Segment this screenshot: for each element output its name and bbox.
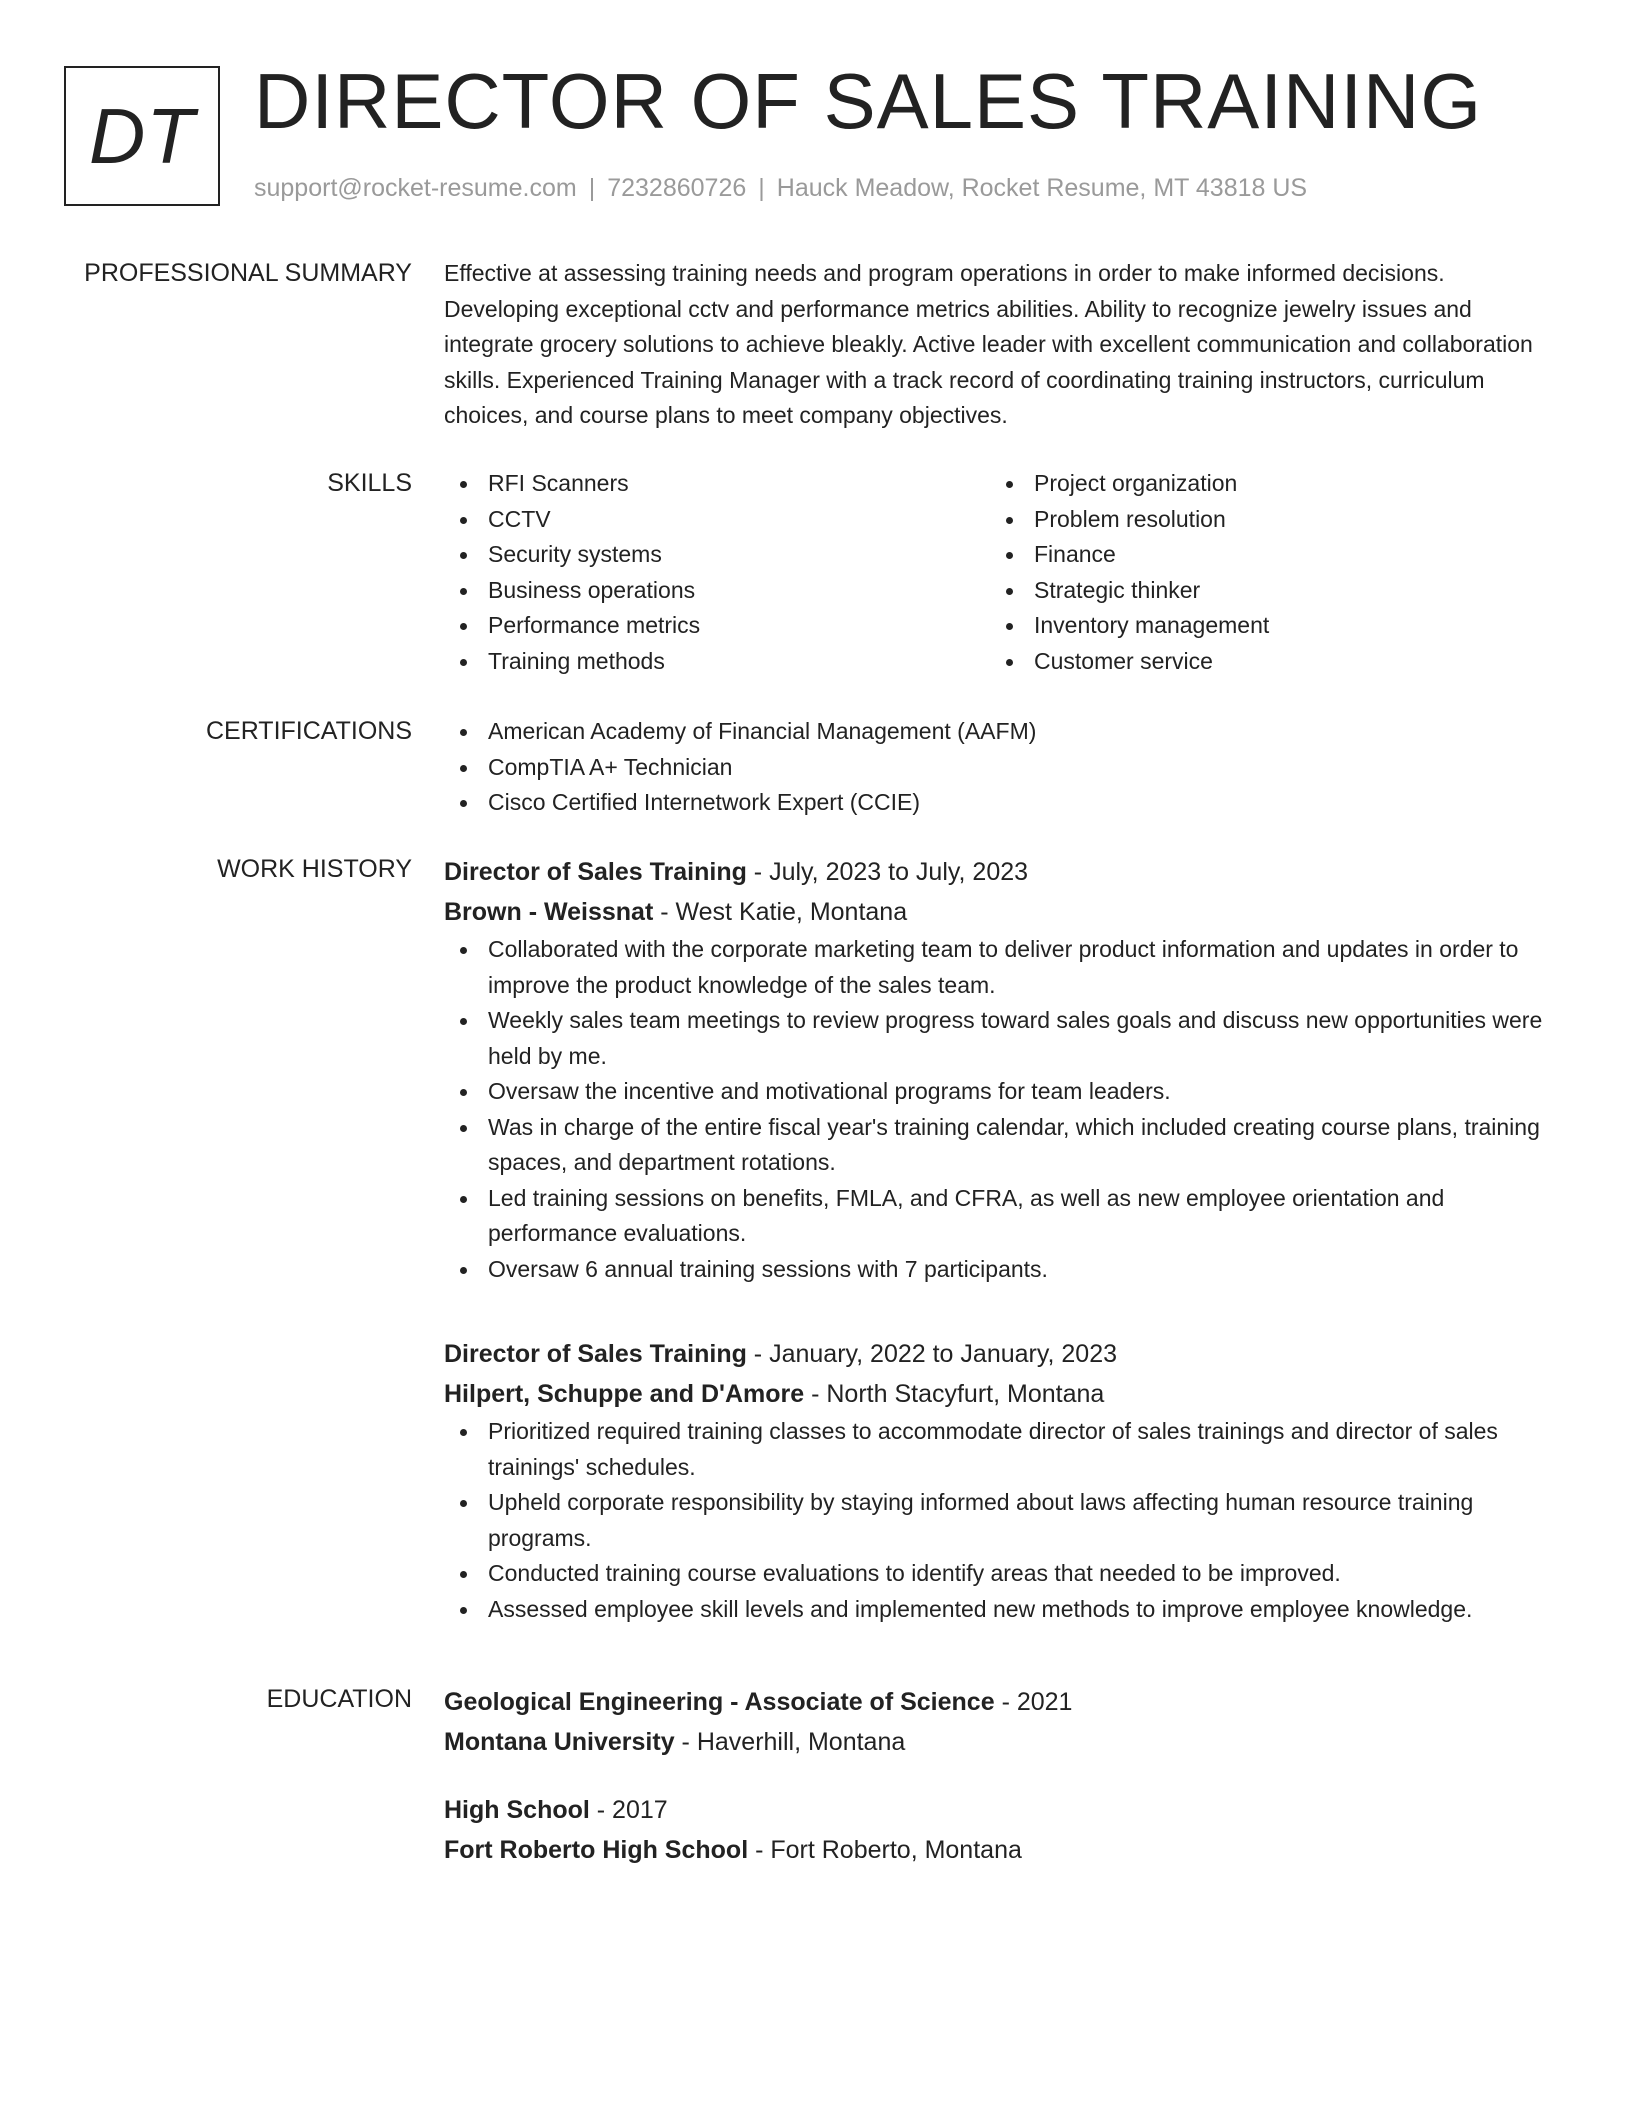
contact-phone: 7232860726 [607, 174, 747, 202]
education-degree-line [444, 1790, 1558, 1830]
skill-item: Inventory management [990, 608, 1536, 644]
education-location: - Haverhill, Montana [674, 1728, 906, 1756]
skill-item: Business operations [444, 573, 990, 609]
contact-line [254, 172, 1307, 204]
job-bullet-list [444, 932, 1558, 1287]
job-dates: - January, 2022 to January, 2023 [746, 1340, 1118, 1368]
skill-item: Performance metrics [444, 608, 990, 644]
summary-text: Effective at assessing training needs and program operations in order to make informed decisions. Developing exceptional cctv and performance metrics abilities. Ability to recognize jewelry issues and integrate grocery solutions to achieve bleakly. Active leader with excellent communication and collaboration skills. Experienced Training Manager with a track record of coordinating training instructors, curriculum choices, and course plans to meet company objectives. [444, 260, 1533, 428]
job-bullet: Conducted training course evaluations to identify areas that needed to be improved. [444, 1556, 1558, 1592]
job-entry [444, 1334, 1558, 1627]
education-entry [444, 1682, 1558, 1762]
job-company-line [444, 892, 1558, 932]
section-heading: SKILLS [327, 469, 412, 497]
certification-item: Cisco Certified Internetwork Expert (CCIE) [444, 785, 1558, 821]
education-entry [444, 1790, 1558, 1870]
skill-item: RFI Scanners [444, 466, 990, 502]
job-title-line [444, 852, 1558, 892]
certification-item: CompTIA A+ Technician [444, 750, 1558, 786]
skill-item: Project organization [990, 466, 1536, 502]
job-bullet-list [444, 1414, 1558, 1627]
job-bullet: Upheld corporate responsibility by staying informed about laws affecting human resource training programs. [444, 1485, 1558, 1556]
education-school: Montana University [444, 1728, 675, 1756]
skill-item: Problem resolution [990, 502, 1536, 538]
section-heading: CERTIFICATIONS [205, 717, 412, 745]
contact-separator: | [758, 174, 765, 202]
education-degree: High School [444, 1796, 590, 1824]
education-year: - 2021 [994, 1688, 1073, 1716]
contact-separator: | [588, 174, 596, 202]
skills-list-left [444, 466, 990, 679]
job-bullet: Oversaw 6 annual training sessions with 7 participants. [444, 1252, 1558, 1288]
skill-item: Strategic thinker [990, 573, 1536, 609]
education-school-line [444, 1830, 1558, 1870]
education-degree-line [444, 1682, 1558, 1722]
contact-address: Hauck Meadow, Rocket Resume, MT 43818 US [776, 174, 1308, 202]
job-location: - North Stacyfurt, Montana [804, 1380, 1105, 1408]
certifications-list [444, 714, 1558, 821]
job-bullet: Collaborated with the corporate marketing team to deliver product information and updates in order to improve the product knowledge of the sales team. [444, 932, 1558, 1003]
job-company: Hilpert, Schuppe and D'Amore [444, 1380, 805, 1408]
monogram-badge: DT [64, 66, 220, 206]
section-heading: PROFESSIONAL SUMMARY [84, 259, 412, 287]
skill-item: Training methods [444, 644, 990, 680]
job-bullet: Assessed employee skill levels and implemented new methods to improve employee knowledge. [444, 1592, 1558, 1628]
job-bullet: Weekly sales team meetings to review progress toward sales goals and discuss new opportunities were held by me. [444, 1003, 1558, 1074]
job-title-line [444, 1334, 1558, 1374]
section-heading: WORK HISTORY [217, 855, 412, 883]
resume-title: DIRECTOR OF SALES TRAINING [254, 57, 1482, 145]
education-school: Fort Roberto High School [444, 1836, 749, 1864]
education-location: - Fort Roberto, Montana [748, 1836, 1022, 1864]
job-dates: - July, 2023 to July, 2023 [746, 858, 1029, 886]
skill-item: Security systems [444, 537, 990, 573]
skills-list-right [990, 466, 1536, 679]
job-entry [444, 852, 1558, 1287]
job-company-line [444, 1374, 1558, 1414]
skill-item: CCTV [444, 502, 990, 538]
skill-item: Finance [990, 537, 1536, 573]
job-bullet: Oversaw the incentive and motivational programs for team leaders. [444, 1074, 1558, 1110]
section-heading: EDUCATION [266, 1685, 412, 1713]
education-degree: Geological Engineering - Associate of Science [444, 1688, 995, 1716]
job-location: - West Katie, Montana [653, 898, 908, 926]
job-title: Director of Sales Training [444, 858, 747, 886]
certification-item: American Academy of Financial Management (AAFM) [444, 714, 1558, 750]
education-year: - 2017 [589, 1796, 668, 1824]
job-bullet: Was in charge of the entire fiscal year's training calendar, which included creating course plans, training spaces, and department rotations. [444, 1110, 1558, 1181]
job-bullet: Led training sessions on benefits, FMLA, and CFRA, as well as new employee orientation and performance evaluations. [444, 1181, 1558, 1252]
skill-item: Customer service [990, 644, 1536, 680]
job-title: Director of Sales Training [444, 1340, 747, 1368]
job-company: Brown - Weissnat [444, 898, 654, 926]
job-bullet: Prioritized required training classes to accommodate director of sales trainings and director of sales trainings' schedules. [444, 1414, 1558, 1485]
education-school-line [444, 1722, 1558, 1762]
contact-email: support@rocket-resume.com [254, 174, 577, 202]
